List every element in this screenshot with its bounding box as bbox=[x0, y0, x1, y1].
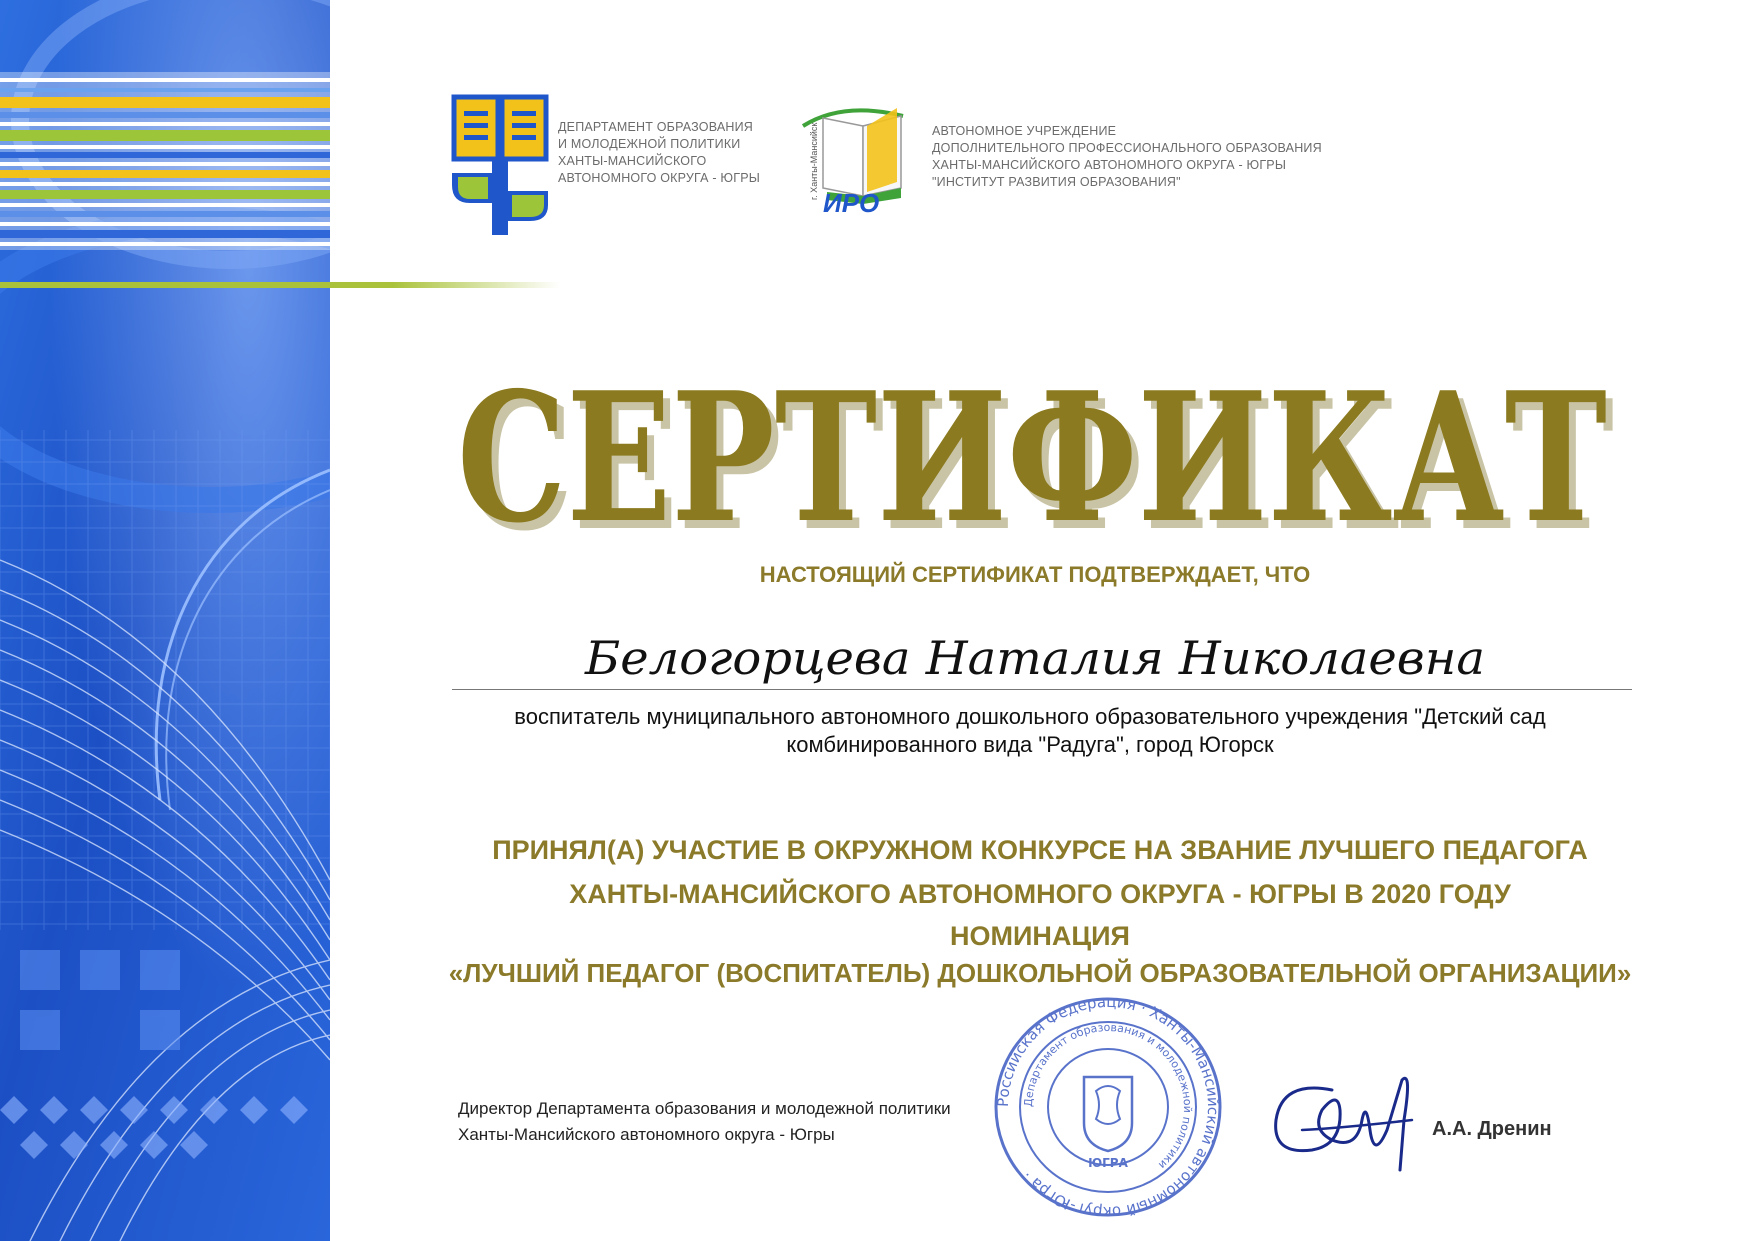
iro-logo-city: г. Ханты-Мансийск bbox=[809, 122, 819, 200]
certificate-title-shadow: СЕРТИФИКАТ bbox=[464, 361, 1614, 560]
department-logo-line: АВТОНОМНОГО ОКРУГА - ЮГРЫ bbox=[558, 171, 760, 185]
nomination-name: «ЛУЧШИЙ ПЕДАГОГ (ВОСПИТАТЕЛЬ) ДОШКОЛЬНОЙ ОБРАЗОВАТЕЛЬНОЙ ОРГАНИЗАЦИИ» bbox=[448, 958, 1632, 988]
contest-line: ХАНТЫ-МАНСИЙСКОГО АВТОНОМНОГО ОКРУГА - ЮГРЫ В 2020 ГОДУ bbox=[569, 879, 1511, 909]
department-logo-line: ДЕПАРТАМЕНТ ОБРАЗОВАНИЯ bbox=[558, 120, 753, 134]
department-logo-icon bbox=[450, 93, 550, 235]
recipient-position-line: комбинированного вида "Радуга", город Югорск bbox=[786, 732, 1274, 757]
recipient-name-text: Белогорцева Наталия Николаевна bbox=[583, 631, 1485, 685]
iro-logo-line: ХАНТЫ-МАНСИЙСКОГО АВТОНОМНОГО ОКРУГА - ЮГРЫ bbox=[932, 158, 1287, 172]
department-logo-line: ХАНТЫ-МАНСИЙСКОГО bbox=[558, 154, 707, 168]
iro-logo-icon bbox=[793, 96, 923, 214]
signer-name: А.А. Дренин bbox=[1432, 1118, 1552, 1140]
iro-logo-line: ДОПОЛНИТЕЛЬНОГО ПРОФЕССИОНАЛЬНОГО ОБРАЗОВАНИЯ bbox=[932, 141, 1322, 155]
green-divider-line bbox=[0, 282, 560, 288]
iro-logo-line: "ИНСТИТУТ РАЗВИТИЯ ОБРАЗОВАНИЯ" bbox=[932, 175, 1181, 189]
iro-logo-mark: ИРО bbox=[823, 188, 880, 214]
signature-icon bbox=[1262, 1060, 1432, 1185]
department-logo-line: И МОЛОДЕЖНОЙ ПОЛИТИКИ bbox=[558, 137, 741, 151]
contest-line: ПРИНЯЛ(А) УЧАСТИЕ В ОКРУЖНОМ КОНКУРСЕ НА ЗВАНИЕ ЛУЧШЕГО ПЕДАГОГА bbox=[492, 835, 1588, 865]
name-underline bbox=[452, 689, 1632, 690]
recipient-name bbox=[440, 622, 1630, 690]
certificate-title bbox=[420, 360, 1650, 560]
iro-logo-line: АВТОНОМНОЕ УЧРЕЖДЕНИЕ bbox=[932, 124, 1117, 138]
director-title-line: Ханты-Мансийского автономного округа - Югры bbox=[458, 1125, 835, 1144]
stamp-inner-text: Департамент образования и молодежной политики bbox=[1021, 1020, 1195, 1172]
stamp-center-text: ЮГРА bbox=[1088, 1156, 1128, 1170]
department-logo-text bbox=[558, 119, 760, 187]
certificate-subtitle: НАСТОЯЩИЙ СЕРТИФИКАТ ПОДТВЕРЖДАЕТ, ЧТО bbox=[759, 562, 1311, 587]
sidebar-background bbox=[0, 0, 330, 1241]
director-title bbox=[458, 1096, 951, 1148]
contest-description bbox=[400, 828, 1680, 990]
svg-text:Департамент образования и моло bbox=[1022, 1021, 1194, 1172]
stamp-outer-text: Российская Федерация · Ханты-Мансийский автономный округ-Югра · bbox=[993, 995, 1223, 1220]
recipient-position-line: воспитатель муниципального автономного дошкольного образовательного учреждения "Детский сад bbox=[514, 704, 1546, 729]
official-stamp-icon bbox=[988, 995, 1228, 1220]
recipient-position bbox=[430, 703, 1630, 759]
certificate-title-text: СЕРТИФИКАТ bbox=[457, 360, 1607, 560]
iro-logo-text bbox=[932, 123, 1322, 191]
nomination-label: НОМИНАЦИЯ bbox=[950, 921, 1130, 951]
decorative-sidebar bbox=[0, 0, 330, 1241]
director-title-line: Директор Департамента образования и молодежной политики bbox=[458, 1099, 951, 1118]
